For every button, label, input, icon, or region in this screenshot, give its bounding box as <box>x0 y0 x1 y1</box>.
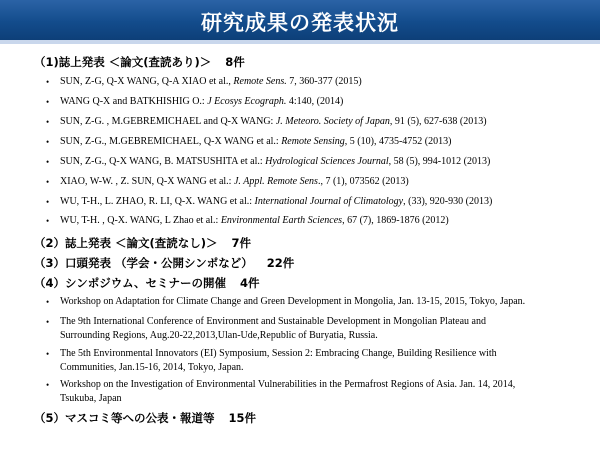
event-line: The 5th Environmental Innovators (EI) Symposium, Session 2: Embracing Change, Building Resilience with <box>60 348 497 359</box>
section-count: 4件 <box>239 276 260 290</box>
title-underline <box>0 40 600 44</box>
paper-details: ., 7 (1), 073562 (2013) <box>317 176 409 187</box>
paper-authors: SUN, Z-G. , M.GEBREMICHAEL and Q-X WANG: <box>60 116 276 127</box>
section-label: （4）シンポジウム、セミナーの開催 <box>34 276 226 290</box>
section-heading-symposia <box>34 275 259 291</box>
event-line-continued: Tsukuba, Japan <box>60 393 122 404</box>
section-label: （3）口頭発表 （学会・公開シンポなど） <box>34 256 253 270</box>
paper-journal: J Ecosys Ecograph. <box>207 96 287 107</box>
paper-details: , 91 (5), 627-638 (2013) <box>389 116 487 127</box>
paper-authors: SUN, Z-G., Q-X WANG, B. MATSUSHITA et al.: <box>60 156 266 167</box>
paper-authors: SUN, Z-G, Q-X WANG, Q-A XIAO et al., <box>60 76 234 87</box>
bullet-icon: • <box>46 137 50 147</box>
title-bar <box>0 0 600 40</box>
section-count: 7件 <box>231 236 252 250</box>
section-label: （5）マスコミ等への公表・報道等 <box>34 411 215 425</box>
event-line: Workshop on the Investigation of Environmental Vulnerabilities in the Permafrost Regions of Asia. Jan. 14, 2014, <box>60 379 516 390</box>
paper-authors: XIAO, W-W. , Z. SUN, Q-X WANG et al.: <box>60 176 234 187</box>
section-heading-oral-presentations <box>34 255 294 271</box>
section-label: （1)誌上発表 ＜論文(査読あり)＞ <box>34 55 212 69</box>
section-count: 15件 <box>228 411 257 425</box>
page-title: 研究成果の発表状況 <box>201 11 399 35</box>
paper-authors: WU, T-H. , Q-X. WANG, L Zhao et al.: <box>60 215 221 226</box>
list-item-event <box>46 378 582 406</box>
event-line: The 9th International Conference of Environment and Sustainable Development in Mongolian Plateau and <box>60 316 486 327</box>
bullet-icon: • <box>46 177 50 187</box>
bullet-icon: • <box>46 117 50 127</box>
section-heading-media <box>34 410 256 426</box>
paper-details: 4:140, (2014) <box>286 96 344 107</box>
paper-details: , (33), 920-930 (2013) <box>403 196 493 207</box>
paper-journal: Environmental Earth Sciences <box>220 215 343 226</box>
event-line-continued: Communities, Jan.15-16, 2014, Tokyo, Japan. <box>60 362 244 373</box>
paper-journal: International Journal of Climatology <box>254 196 404 207</box>
bullet-icon: • <box>46 197 50 207</box>
paper-authors: WU, T-H., L. ZHAO, R. LI, Q-X. WANG et al.: <box>60 196 255 207</box>
section-count: 8件 <box>225 55 245 69</box>
list-item-paper <box>46 214 582 228</box>
section-heading-non-refereed-papers <box>34 235 251 251</box>
list-item-paper <box>46 115 582 129</box>
list-item-event <box>46 315 582 343</box>
list-item-paper <box>46 155 582 169</box>
bullet-icon: • <box>46 349 50 359</box>
bullet-icon: • <box>46 97 50 107</box>
paper-journal: Hydrological Sciences Journal <box>265 156 389 167</box>
list-item-event <box>46 347 582 375</box>
event-line: Workshop on Adaptation for Climate Change and Green Development in Mongolia, Jan. 13-15, 2015, Tokyo, Japan. <box>60 296 526 307</box>
bullet-icon: • <box>46 317 50 327</box>
paper-details: , 58 (5), 994-1012 (2013) <box>388 156 491 167</box>
paper-journal: J. Meteoro. Society of Japan <box>275 116 390 127</box>
paper-details: 7, 360-377 (2015) <box>286 76 362 87</box>
bullet-icon: • <box>46 77 50 87</box>
paper-journal: Remote Sensing <box>281 136 345 147</box>
paper-authors: SUN, Z-G., M.GEBREMICHAEL, Q-X WANG et al.: <box>60 136 282 147</box>
event-line-continued: Surrounding Regions, Aug.20-22,2013,Ulan-Ude,Republic of Buryatia, Russia. <box>60 330 378 341</box>
section-count: 22件 <box>266 256 295 270</box>
bullet-icon: • <box>46 380 50 390</box>
list-item-paper <box>46 95 582 109</box>
bullet-icon: • <box>46 157 50 167</box>
paper-journal: J. Appl. Remote Sens <box>233 176 318 187</box>
list-item-paper <box>46 175 582 189</box>
section-label: （2）誌上発表 ＜論文(査読なし)＞ <box>34 236 218 250</box>
list-item-paper <box>46 135 582 149</box>
list-item-paper <box>46 75 582 89</box>
list-item-event <box>46 295 582 309</box>
list-item-paper <box>46 195 582 209</box>
bullet-icon: • <box>46 216 50 226</box>
section-heading-refereed-papers <box>34 54 245 70</box>
paper-details: , 67 (7), 1869-1876 (2012) <box>342 215 449 226</box>
bullet-icon: • <box>46 297 50 307</box>
paper-journal: Remote Sens. <box>233 76 287 87</box>
paper-details: , 5 (10), 4735-4752 (2013) <box>344 136 452 147</box>
paper-authors: WANG Q-X and BATKHISHIG O.: <box>60 96 208 107</box>
